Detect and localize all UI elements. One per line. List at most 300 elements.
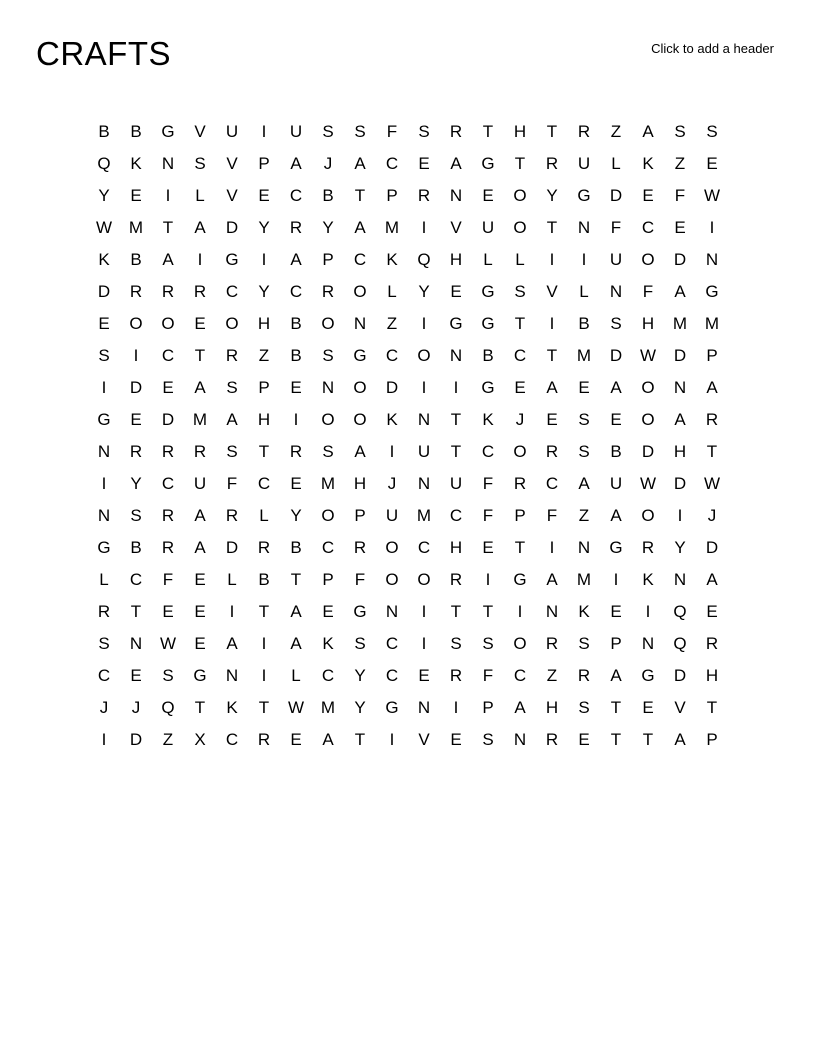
- grid-letter: D: [129, 377, 143, 397]
- grid-letter: R: [161, 281, 175, 301]
- grid-letter: C: [289, 185, 303, 205]
- grid-letter: G: [481, 377, 495, 397]
- grid-letter: R: [513, 473, 527, 493]
- grid-letter: A: [290, 249, 302, 269]
- grid-letter: O: [353, 409, 367, 429]
- grid-letter: R: [257, 729, 271, 749]
- grid-letter: C: [321, 665, 335, 685]
- grid-letter: B: [98, 121, 110, 141]
- grid-letter: I: [101, 729, 107, 749]
- grid-letter: G: [609, 537, 623, 557]
- grid-letter: C: [417, 537, 431, 557]
- grid-letter: E: [482, 185, 494, 205]
- grid-letter: R: [705, 633, 719, 653]
- grid-letter: G: [225, 249, 239, 269]
- grid-letter: E: [418, 153, 430, 173]
- grid-letter: H: [673, 441, 687, 461]
- grid-letter: R: [577, 665, 591, 685]
- grid-letter: C: [225, 729, 239, 749]
- grid-letter: G: [577, 185, 591, 205]
- grid-letter: S: [322, 345, 334, 365]
- grid-letter: A: [450, 153, 462, 173]
- grid-letter: A: [226, 633, 238, 653]
- grid-letter: I: [709, 217, 715, 237]
- grid-letter: F: [226, 473, 238, 493]
- grid-letter: F: [546, 505, 558, 525]
- grid-letter: C: [385, 345, 399, 365]
- grid-letter: E: [194, 633, 206, 653]
- grid-letter: R: [321, 281, 335, 301]
- grid-letter: V: [226, 185, 238, 205]
- grid-letter: L: [227, 569, 237, 589]
- grid-letter: D: [673, 665, 687, 685]
- grid-letter: O: [641, 249, 655, 269]
- grid-letter: O: [513, 185, 527, 205]
- grid-letter: N: [321, 377, 335, 397]
- grid-letter: A: [546, 569, 558, 589]
- grid-letter: I: [549, 249, 555, 269]
- grid-letter: Y: [418, 281, 430, 301]
- grid-letter: Y: [258, 281, 270, 301]
- grid-letter: H: [257, 313, 271, 333]
- grid-letter: N: [673, 377, 687, 397]
- grid-letter: O: [513, 633, 527, 653]
- grid-letter: V: [194, 121, 206, 141]
- grid-letter: Y: [546, 185, 558, 205]
- grid-letter: S: [322, 121, 334, 141]
- grid-letter: F: [610, 217, 622, 237]
- grid-letter: F: [354, 569, 366, 589]
- header-placeholder[interactable]: Click to add a header: [651, 41, 774, 56]
- grid-letter: N: [97, 441, 111, 461]
- grid-letter: K: [386, 409, 398, 429]
- grid-letter: A: [706, 377, 718, 397]
- grid-letter: G: [481, 313, 495, 333]
- grid-letter: N: [609, 281, 623, 301]
- grid-letter: U: [577, 153, 591, 173]
- grid-letter: Z: [162, 729, 174, 749]
- grid-letter: E: [706, 153, 718, 173]
- grid-letter: G: [481, 281, 495, 301]
- grid-letter: N: [705, 249, 719, 269]
- grid-letter: O: [385, 569, 399, 589]
- grid-letter: N: [513, 729, 527, 749]
- grid-letter: R: [193, 441, 207, 461]
- grid-letter: R: [353, 537, 367, 557]
- grid-letter: I: [165, 185, 171, 205]
- grid-letter: M: [320, 697, 336, 717]
- grid-letter: M: [320, 473, 336, 493]
- grid-letter: S: [578, 697, 590, 717]
- grid-letter: S: [130, 505, 142, 525]
- grid-letter: L: [195, 185, 205, 205]
- grid-letter: I: [421, 377, 427, 397]
- grid-letter: H: [257, 409, 271, 429]
- grid-letter: N: [417, 473, 431, 493]
- grid-letter: C: [257, 473, 271, 493]
- grid-letter: B: [130, 537, 142, 557]
- grid-letter: E: [578, 377, 590, 397]
- grid-letter: H: [449, 249, 463, 269]
- grid-letter: A: [642, 121, 654, 141]
- grid-letter: R: [225, 345, 239, 365]
- grid-letter: U: [193, 473, 207, 493]
- grid-letter: I: [101, 377, 107, 397]
- grid-letter: A: [194, 377, 206, 397]
- grid-letter: O: [353, 281, 367, 301]
- grid-letter: I: [389, 441, 395, 461]
- grid-letter: F: [482, 473, 494, 493]
- grid-letter: R: [705, 409, 719, 429]
- grid-letter: S: [226, 377, 238, 397]
- grid-letter: O: [321, 313, 335, 333]
- grid-letter: W: [287, 697, 305, 717]
- grid-letter: T: [706, 697, 718, 717]
- grid-letter: E: [130, 665, 142, 685]
- grid-letter: A: [290, 153, 302, 173]
- grid-letter: O: [385, 537, 399, 557]
- grid-letter: A: [290, 601, 302, 621]
- grid-letter: P: [386, 185, 398, 205]
- grid-letter: I: [485, 569, 491, 589]
- grid-letter: R: [161, 537, 175, 557]
- grid-letter: R: [577, 121, 591, 141]
- grid-letter: F: [162, 569, 174, 589]
- grid-letter: D: [705, 537, 719, 557]
- grid-letter: A: [290, 633, 302, 653]
- grid-letter: E: [322, 601, 334, 621]
- grid-letter: E: [642, 185, 654, 205]
- grid-letter: U: [289, 121, 303, 141]
- grid-letter: O: [641, 505, 655, 525]
- grid-letter: E: [162, 601, 174, 621]
- grid-letter: Z: [546, 665, 558, 685]
- grid-letter: S: [322, 441, 334, 461]
- grid-letter: V: [674, 697, 686, 717]
- grid-letter: D: [673, 345, 687, 365]
- grid-letter: N: [353, 313, 367, 333]
- grid-letter: T: [546, 217, 558, 237]
- grid-letter: G: [705, 281, 719, 301]
- grid-letter: R: [545, 441, 559, 461]
- grid-letter: A: [354, 217, 366, 237]
- grid-letter: E: [482, 537, 494, 557]
- grid-letter: I: [421, 601, 427, 621]
- grid-letter: D: [385, 377, 399, 397]
- grid-letter: T: [162, 217, 174, 237]
- grid-letter: O: [641, 377, 655, 397]
- grid-letter: I: [613, 569, 619, 589]
- grid-letter: U: [385, 505, 399, 525]
- grid-letter: I: [549, 313, 555, 333]
- grid-letter: X: [194, 729, 206, 749]
- grid-letter: M: [384, 217, 400, 237]
- grid-letter: E: [98, 313, 110, 333]
- grid-letter: T: [194, 345, 206, 365]
- grid-letter: C: [385, 153, 399, 173]
- grid-letter: H: [513, 121, 527, 141]
- grid-letter: A: [674, 729, 686, 749]
- grid-letter: I: [421, 313, 427, 333]
- grid-letter: R: [289, 441, 303, 461]
- grid-letter: D: [673, 473, 687, 493]
- grid-letter: I: [421, 217, 427, 237]
- grid-letter: M: [192, 409, 208, 429]
- grid-letter: B: [578, 313, 590, 333]
- grid-letter: T: [450, 601, 462, 621]
- grid-letter: E: [130, 409, 142, 429]
- grid-letter: S: [578, 409, 590, 429]
- grid-letter: N: [97, 505, 111, 525]
- grid-letter: E: [130, 185, 142, 205]
- grid-letter: I: [229, 601, 235, 621]
- grid-letter: L: [579, 281, 589, 301]
- grid-letter: M: [576, 345, 592, 365]
- grid-letter: R: [449, 121, 463, 141]
- grid-letter: A: [674, 281, 686, 301]
- grid-letter: E: [194, 601, 206, 621]
- grid-letter: Z: [674, 153, 686, 173]
- grid-letter: R: [129, 281, 143, 301]
- grid-letter: T: [514, 313, 526, 333]
- grid-letter: C: [161, 345, 175, 365]
- grid-letter: I: [261, 633, 267, 653]
- grid-letter: E: [194, 313, 206, 333]
- grid-letter: S: [98, 633, 110, 653]
- grid-letter: N: [129, 633, 143, 653]
- grid-letter: P: [258, 153, 270, 173]
- grid-letter: I: [261, 121, 267, 141]
- grid-letter: E: [514, 377, 526, 397]
- grid-letter: S: [98, 345, 110, 365]
- grid-letter: T: [450, 409, 462, 429]
- grid-letter: I: [133, 345, 139, 365]
- grid-letter: H: [449, 537, 463, 557]
- grid-letter: D: [97, 281, 111, 301]
- grid-letter: W: [703, 473, 721, 493]
- grid-letter: T: [514, 537, 526, 557]
- grid-letter: M: [704, 313, 720, 333]
- grid-letter: I: [645, 601, 651, 621]
- grid-letter: P: [482, 697, 494, 717]
- grid-letter: K: [642, 569, 654, 589]
- grid-letter: R: [417, 185, 431, 205]
- grid-letter: Y: [354, 697, 366, 717]
- grid-letter: C: [161, 473, 175, 493]
- grid-letter: R: [289, 217, 303, 237]
- grid-letter: K: [226, 697, 238, 717]
- grid-letter: W: [639, 345, 657, 365]
- grid-letter: A: [162, 249, 174, 269]
- grid-letter: G: [193, 665, 207, 685]
- grid-letter: Z: [610, 121, 622, 141]
- grid-letter: Y: [98, 185, 110, 205]
- grid-letter: D: [609, 345, 623, 365]
- grid-letter: O: [417, 345, 431, 365]
- grid-letter: R: [129, 441, 143, 461]
- grid-letter: C: [641, 217, 655, 237]
- grid-letter: C: [321, 537, 335, 557]
- grid-letter: B: [290, 345, 302, 365]
- grid-letter: E: [194, 569, 206, 589]
- grid-letter: T: [354, 185, 366, 205]
- grid-letter: T: [482, 601, 494, 621]
- grid-letter: C: [289, 281, 303, 301]
- grid-letter: U: [609, 473, 623, 493]
- grid-letter: F: [642, 281, 654, 301]
- grid-letter: C: [129, 569, 143, 589]
- grid-letter: T: [482, 121, 494, 141]
- grid-letter: T: [610, 697, 622, 717]
- grid-letter: J: [387, 473, 397, 493]
- grid-letter: E: [290, 729, 302, 749]
- grid-letter: T: [354, 729, 366, 749]
- grid-letter: H: [641, 313, 655, 333]
- grid-letter: Z: [386, 313, 398, 333]
- grid-letter: J: [515, 409, 525, 429]
- grid-letter: I: [677, 505, 683, 525]
- grid-letter: I: [581, 249, 587, 269]
- grid-letter: H: [705, 665, 719, 685]
- grid-letter: G: [481, 153, 495, 173]
- grid-letter: G: [641, 665, 655, 685]
- grid-letter: P: [706, 345, 718, 365]
- grid-letter: A: [194, 537, 206, 557]
- grid-letter: N: [577, 217, 591, 237]
- grid-letter: E: [610, 409, 622, 429]
- grid-letter: R: [97, 601, 111, 621]
- grid-letter: C: [449, 505, 463, 525]
- grid-letter: P: [258, 377, 270, 397]
- grid-letter: W: [639, 473, 657, 493]
- grid-letter: N: [225, 665, 239, 685]
- grid-letter: G: [385, 697, 399, 717]
- grid-letter: S: [578, 633, 590, 653]
- grid-letter: N: [417, 409, 431, 429]
- grid-letter: S: [706, 121, 718, 141]
- grid-letter: R: [161, 441, 175, 461]
- grid-letter: N: [385, 601, 399, 621]
- grid-letter: S: [418, 121, 430, 141]
- grid-letter: I: [517, 601, 523, 621]
- grid-letter: A: [514, 697, 526, 717]
- grid-letter: E: [674, 217, 686, 237]
- grid-letter: R: [449, 569, 463, 589]
- grid-letter: O: [513, 441, 527, 461]
- grid-letter: S: [482, 633, 494, 653]
- grid-letter: S: [578, 441, 590, 461]
- grid-letter: P: [610, 633, 622, 653]
- grid-letter: G: [97, 409, 111, 429]
- grid-letter: M: [672, 313, 688, 333]
- grid-letter: M: [416, 505, 432, 525]
- grid-letter: P: [322, 569, 334, 589]
- grid-letter: S: [482, 729, 494, 749]
- grid-letter: A: [354, 153, 366, 173]
- grid-letter: B: [322, 185, 334, 205]
- grid-letter: B: [130, 249, 142, 269]
- grid-letter: L: [387, 281, 397, 301]
- grid-letter: E: [258, 185, 270, 205]
- grid-letter: O: [353, 377, 367, 397]
- grid-letter: Z: [258, 345, 270, 365]
- grid-letter: V: [450, 217, 462, 237]
- grid-letter: V: [226, 153, 238, 173]
- grid-letter: W: [703, 185, 721, 205]
- grid-letter: I: [549, 537, 555, 557]
- grid-letter: Y: [322, 217, 334, 237]
- grid-letter: A: [354, 441, 366, 461]
- grid-letter: T: [642, 729, 654, 749]
- grid-letter: E: [450, 729, 462, 749]
- grid-letter: Y: [354, 665, 366, 685]
- grid-letter: S: [194, 153, 206, 173]
- grid-letter: F: [482, 505, 494, 525]
- grid-letter: W: [95, 217, 113, 237]
- grid-letter: C: [513, 665, 527, 685]
- grid-letter: B: [610, 441, 622, 461]
- grid-letter: A: [322, 729, 334, 749]
- grid-letter: U: [449, 473, 463, 493]
- grid-letter: Y: [674, 537, 686, 557]
- grid-letter: E: [706, 601, 718, 621]
- grid-letter: K: [482, 409, 494, 429]
- grid-letter: S: [674, 121, 686, 141]
- grid-letter: T: [514, 153, 526, 173]
- grid-letter: S: [514, 281, 526, 301]
- grid-letter: C: [481, 441, 495, 461]
- grid-letter: O: [161, 313, 175, 333]
- grid-letter: B: [290, 313, 302, 333]
- grid-letter: E: [418, 665, 430, 685]
- grid-letter: Q: [417, 249, 431, 269]
- grid-letter: R: [545, 633, 559, 653]
- grid-letter: R: [545, 153, 559, 173]
- grid-letter: D: [225, 217, 239, 237]
- grid-letter: T: [546, 121, 558, 141]
- grid-letter: A: [674, 409, 686, 429]
- grid-letter: I: [453, 377, 459, 397]
- grid-letter: O: [225, 313, 239, 333]
- grid-letter: E: [610, 601, 622, 621]
- grid-letter: R: [257, 537, 271, 557]
- grid-letter: J: [323, 153, 333, 173]
- grid-letter: P: [706, 729, 718, 749]
- grid-letter: Q: [673, 633, 687, 653]
- grid-letter: D: [609, 185, 623, 205]
- grid-letter: S: [450, 633, 462, 653]
- grid-letter: E: [578, 729, 590, 749]
- grid-letter: D: [673, 249, 687, 269]
- grid-letter: T: [130, 601, 142, 621]
- grid-letter: Q: [97, 153, 111, 173]
- grid-letter: K: [578, 601, 590, 621]
- grid-letter: N: [641, 633, 655, 653]
- grid-letter: B: [290, 537, 302, 557]
- grid-letter: T: [258, 601, 270, 621]
- grid-letter: P: [514, 505, 526, 525]
- grid-letter: A: [194, 217, 206, 237]
- grid-letter: F: [674, 185, 686, 205]
- grid-letter: G: [353, 345, 367, 365]
- grid-letter: A: [226, 409, 238, 429]
- grid-letter: E: [162, 377, 174, 397]
- grid-letter: J: [707, 505, 717, 525]
- grid-letter: U: [417, 441, 431, 461]
- grid-letter: A: [194, 505, 206, 525]
- grid-letter: K: [98, 249, 110, 269]
- grid-letter: N: [449, 345, 463, 365]
